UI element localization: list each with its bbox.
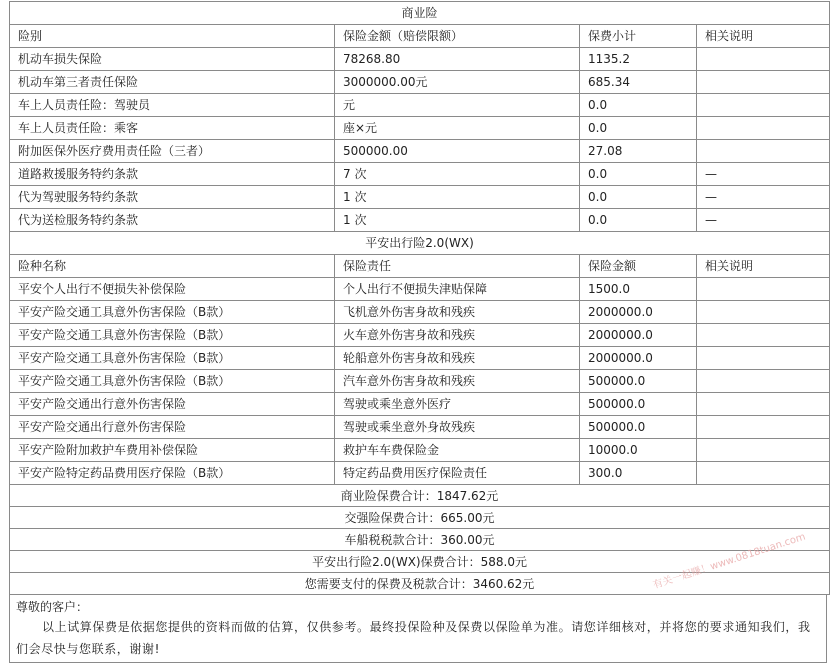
table-cell: 代为驾驶服务特约条款 xyxy=(10,186,335,209)
notice-greeting: 尊敬的客户： xyxy=(16,600,89,614)
total-line: 交强险保费合计：665.00元 xyxy=(10,507,830,529)
column-header: 相关说明 xyxy=(697,25,830,48)
quote-table-body xyxy=(10,2,830,595)
table-cell: 平安个人出行不便损失补偿保险 xyxy=(10,278,335,301)
total-row xyxy=(10,507,830,529)
commercial-section-title: 商业险 xyxy=(10,2,830,25)
table-row xyxy=(10,163,830,186)
total-line: 平安出行险2.0(WX)保费合计：588.0元 xyxy=(10,551,830,573)
table-cell: 道路救援服务特约条款 xyxy=(10,163,335,186)
table-cell: 0.0 xyxy=(580,94,697,117)
table-cell: 27.08 xyxy=(580,140,697,163)
table-cell: 特定药品费用医疗保险责任 xyxy=(335,462,580,485)
table-cell: 平安产险附加救护车费用补偿保险 xyxy=(10,439,335,462)
table-cell: 500000.0 xyxy=(580,393,697,416)
table-cell: 个人出行不便损失津贴保障 xyxy=(335,278,580,301)
table-cell xyxy=(697,324,830,347)
table-row xyxy=(10,416,830,439)
table-cell xyxy=(697,140,830,163)
table-cell xyxy=(697,347,830,370)
table-cell: 平安产险交通出行意外伤害保险 xyxy=(10,416,335,439)
table-cell: 500000.00 xyxy=(335,140,580,163)
total-line: 商业险保费合计：1847.62元 xyxy=(10,485,830,507)
table-cell: 平安产险交通工具意外伤害保险（B款） xyxy=(10,301,335,324)
table-row xyxy=(10,94,830,117)
travel-section-title: 平安出行险2.0(WX) xyxy=(10,232,830,255)
table-row xyxy=(10,347,830,370)
table-cell xyxy=(697,416,830,439)
table-cell: 1135.2 xyxy=(580,48,697,71)
table-cell: 1 次 xyxy=(335,209,580,232)
table-cell: 轮船意外伤害身故和残疾 xyxy=(335,347,580,370)
table-cell: 驾驶或乘坐意外医疗 xyxy=(335,393,580,416)
quote-document xyxy=(9,1,829,663)
table-row xyxy=(10,209,830,232)
table-cell: 685.34 xyxy=(580,71,697,94)
table-row xyxy=(10,393,830,416)
table-cell: 1500.0 xyxy=(580,278,697,301)
table-cell: 0.0 xyxy=(580,186,697,209)
table-cell: 500000.0 xyxy=(580,370,697,393)
total-row xyxy=(10,485,830,507)
total-row xyxy=(10,529,830,551)
table-cell: 飞机意外伤害身故和残疾 xyxy=(335,301,580,324)
table-cell: 2000000.0 xyxy=(580,324,697,347)
watermark: 有关一起赚！www.0818tuan.com xyxy=(652,531,808,592)
total-line: 车船税税款合计：360.00元 xyxy=(10,529,830,551)
column-header: 保费小计 xyxy=(580,25,697,48)
table-cell: 救护车车费保险金 xyxy=(335,439,580,462)
table-cell: 机动车损失保险 xyxy=(10,48,335,71)
table-row xyxy=(10,117,830,140)
table-cell: 座×元 xyxy=(335,117,580,140)
table-cell xyxy=(697,48,830,71)
table-row xyxy=(10,48,830,71)
table-cell xyxy=(697,439,830,462)
table-cell: 7 次 xyxy=(335,163,580,186)
table-cell: — xyxy=(697,186,830,209)
column-header: 保险责任 xyxy=(335,255,580,278)
table-cell: 附加医保外医疗费用责任险（三者） xyxy=(10,140,335,163)
table-cell: — xyxy=(697,163,830,186)
table-row xyxy=(10,370,830,393)
table-cell: 驾驶或乘坐意外身故残疾 xyxy=(335,416,580,439)
table-cell xyxy=(697,71,830,94)
table-cell: 车上人员责任险：乘客 xyxy=(10,117,335,140)
commercial-section-title-row xyxy=(10,2,830,25)
travel-section-title-row xyxy=(10,232,830,255)
column-header: 保险金额（赔偿限额） xyxy=(335,25,580,48)
total-row xyxy=(10,573,830,595)
notice-box xyxy=(9,595,827,663)
table-cell: 300.0 xyxy=(580,462,697,485)
table-cell: 0.0 xyxy=(580,117,697,140)
column-header: 相关说明 xyxy=(697,255,830,278)
table-cell: 3000000.00元 xyxy=(335,71,580,94)
table-cell xyxy=(697,94,830,117)
table-cell: 2000000.0 xyxy=(580,347,697,370)
table-cell: 平安产险交通工具意外伤害保险（B款） xyxy=(10,347,335,370)
notice-body: 以上试算保费是依据您提供的资料而做的估算，仅供参考。最终投保险种及保费以保险单为准。请您详细核对，并将您的要求通知我们，我们会尽快与您联系，谢谢! xyxy=(16,620,811,656)
table-row xyxy=(10,462,830,485)
table-row xyxy=(10,439,830,462)
table-cell: 平安产险交通工具意外伤害保险（B款） xyxy=(10,370,335,393)
column-header: 保险金额 xyxy=(580,255,697,278)
total-line: 您需要支付的保费及税款合计：3460.62元 xyxy=(10,573,830,595)
table-cell: 10000.0 xyxy=(580,439,697,462)
column-header: 险种名称 xyxy=(10,255,335,278)
table-cell: 1 次 xyxy=(335,186,580,209)
table-cell: 汽车意外伤害身故和残疾 xyxy=(335,370,580,393)
table-cell: — xyxy=(697,209,830,232)
table-cell: 车上人员责任险：驾驶员 xyxy=(10,94,335,117)
table-cell: 500000.0 xyxy=(580,416,697,439)
table-cell: 平安产险特定药品费用医疗保险（B款） xyxy=(10,462,335,485)
table-cell: 平安产险交通工具意外伤害保险（B款） xyxy=(10,324,335,347)
table-cell: 代为送检服务特约条款 xyxy=(10,209,335,232)
table-cell xyxy=(697,117,830,140)
table-cell: 元 xyxy=(335,94,580,117)
table-row xyxy=(10,278,830,301)
table-cell: 机动车第三者责任保险 xyxy=(10,71,335,94)
table-cell: 0.0 xyxy=(580,163,697,186)
table-cell xyxy=(697,278,830,301)
column-header: 险别 xyxy=(10,25,335,48)
table-cell xyxy=(697,301,830,324)
table-cell: 平安产险交通出行意外伤害保险 xyxy=(10,393,335,416)
table-cell xyxy=(697,370,830,393)
table-cell: 2000000.0 xyxy=(580,301,697,324)
table-row xyxy=(10,186,830,209)
total-row xyxy=(10,551,830,573)
table-row xyxy=(10,71,830,94)
table-cell: 0.0 xyxy=(580,209,697,232)
table-header-row xyxy=(10,25,830,48)
table-cell: 火车意外伤害身故和残疾 xyxy=(335,324,580,347)
table-cell: 78268.80 xyxy=(335,48,580,71)
table-row xyxy=(10,324,830,347)
quote-table xyxy=(9,1,830,595)
table-header-row xyxy=(10,255,830,278)
table-row xyxy=(10,140,830,163)
table-cell xyxy=(697,462,830,485)
table-cell xyxy=(697,393,830,416)
table-row xyxy=(10,301,830,324)
